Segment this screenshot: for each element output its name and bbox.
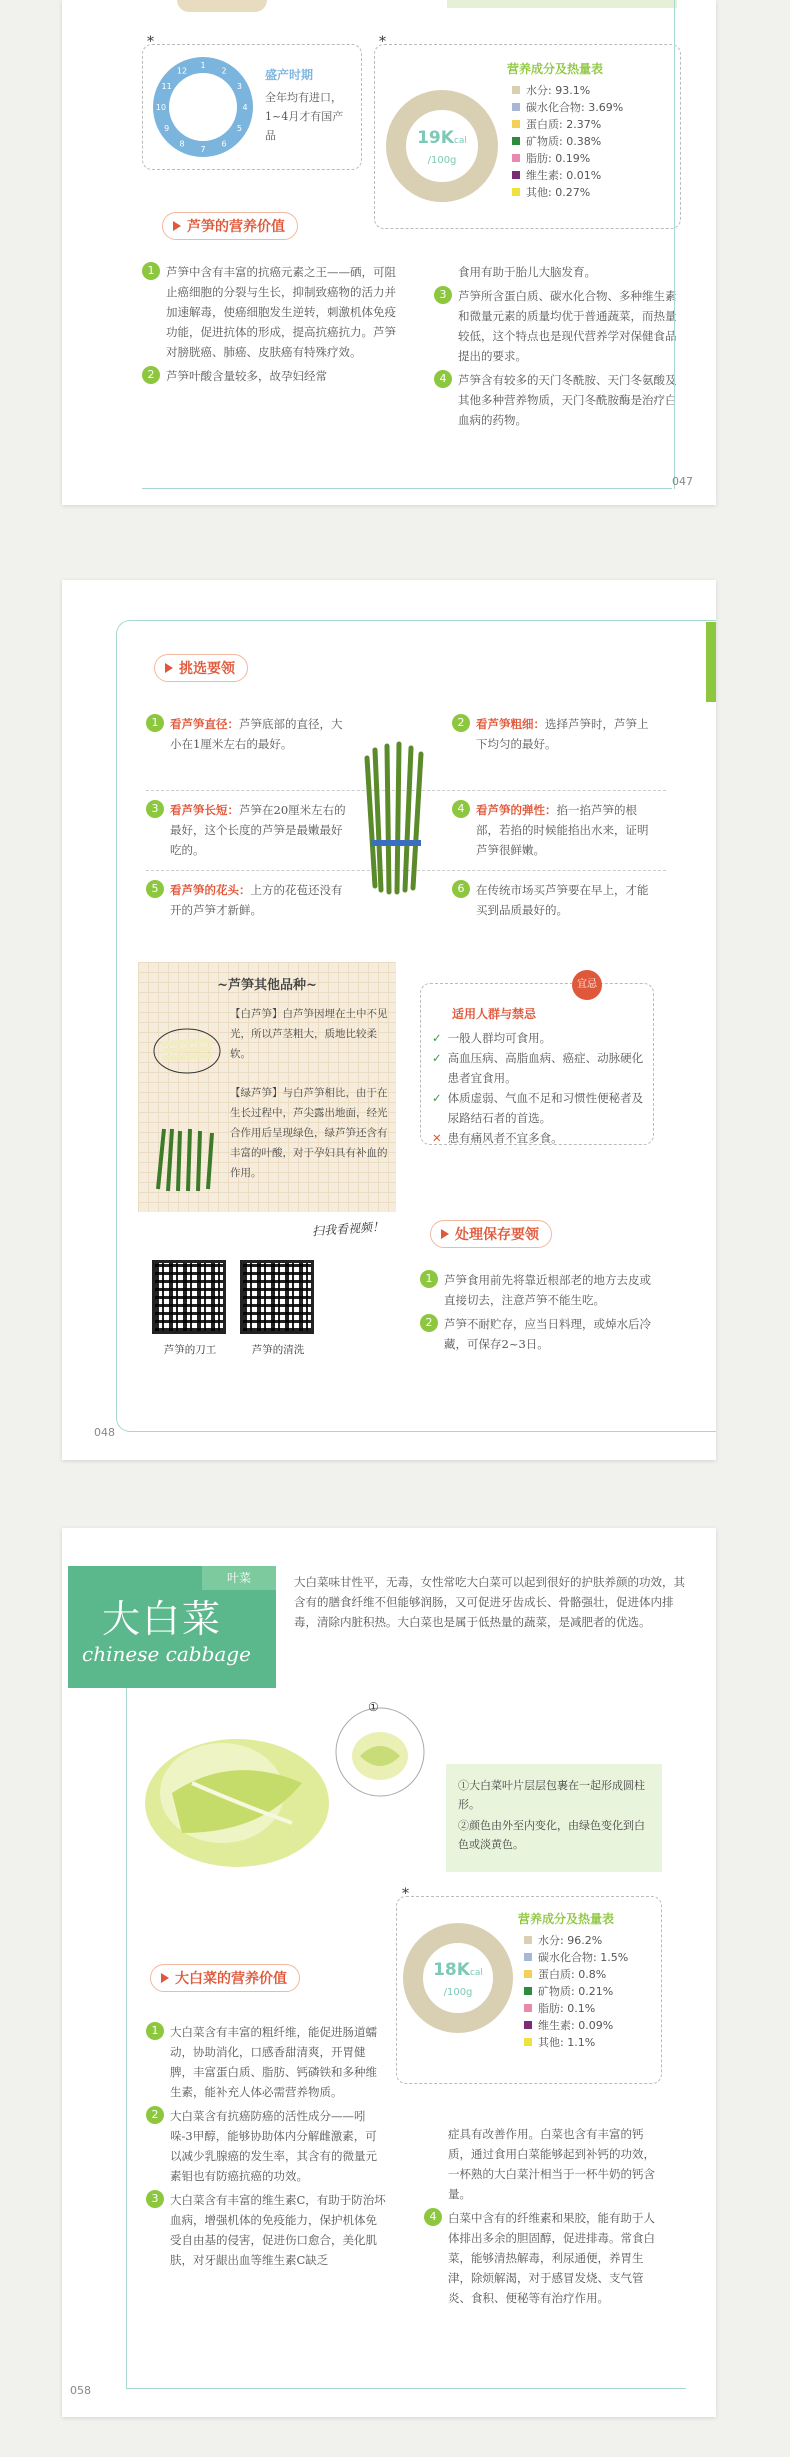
varieties-title: ~芦笋其他品种~ <box>217 978 317 993</box>
nutrient-label: 蛋白质: 2.37% <box>526 118 602 131</box>
nutrition-title: 营养成分及热量表 <box>507 62 604 76</box>
nutrient-row <box>524 2034 628 2051</box>
tip-body: 芦笋在20厘米左右的最好，这个长度的芦笋是最嫩最好吃的。 <box>170 803 346 857</box>
asterisk-icon: * <box>379 34 386 50</box>
right-column <box>424 2124 664 2312</box>
list-item <box>424 2124 664 2204</box>
suitable-item <box>432 1048 644 1088</box>
tip-number: 3 <box>146 800 164 818</box>
vegetable-english: chinese cabbage <box>82 1642 251 1666</box>
item-text: 食用有助于胎儿大脑发育。 <box>458 265 596 279</box>
tip-number: 5 <box>146 880 164 898</box>
item-text: 芦笋中含有丰富的抗癌元素之王——硒，可阻止癌细胞的分裂与生长，抑制致癌物的活力并加速解毒，使癌细胞发生逆转，刺激机体免疫功能，促进抗体的形成，提高抗癌抗力。芦笋对膀胱癌、肺癌、皮肤癌有特殊疗效。 <box>166 265 396 359</box>
cabbage-cross-section <box>334 1706 426 1798</box>
suitable-text: 患有痛风者不宜多食。 <box>447 1131 563 1145</box>
vegetable-title: 大白菜 <box>102 1597 223 1641</box>
swatch <box>524 1936 532 1944</box>
page-048 <box>62 580 716 1460</box>
nutrient-label: 脂肪: 0.1% <box>538 2002 596 2015</box>
side-line <box>126 1688 127 2388</box>
tip-row <box>452 800 652 860</box>
swatch <box>512 120 520 128</box>
note-2: ②颜色由外至内变化，由绿色变化到白色或淡黄色。 <box>458 1819 645 1851</box>
nutrient-row <box>512 116 623 133</box>
month-label: 8 <box>179 139 185 149</box>
storage-list <box>420 1270 652 1358</box>
item-text: 芦笋食用前先将靠近根部老的地方去皮或直接切去，注意芦笋不能生吃。 <box>444 1273 651 1307</box>
select-title-bar: 挑选要领 <box>154 654 248 682</box>
suitable-list <box>432 1028 644 1148</box>
nutrient-label: 其他: 1.1% <box>538 2036 596 2049</box>
tip-row <box>146 880 346 920</box>
tip-number: 1 <box>146 714 164 732</box>
nutrient-row <box>512 99 623 116</box>
swatch <box>512 103 520 111</box>
page-047 <box>62 0 716 505</box>
tip-text <box>476 800 652 860</box>
tip-2 <box>452 714 652 758</box>
item-text: 症具有改善作用。白菜也含有丰富的钙质，通过食用白菜能够起到补钙的功效，一杯熟的大白菜汁相当于一杯牛奶的钙含量。 <box>448 2127 655 2201</box>
left-column <box>142 262 402 390</box>
qr-label: 芦笋的清洗 <box>251 1344 305 1356</box>
nutrient-label: 矿物质: 0.38% <box>526 135 602 148</box>
tip-body: 选择芦笋时，芦笋上下均匀的最好。 <box>476 717 649 751</box>
nutrient-label: 蛋白质: 0.8% <box>538 1968 607 1981</box>
item-number: 2 <box>146 2106 164 2124</box>
calorie-unit: cal <box>469 1968 483 1978</box>
nutrient-label: 矿物质: 0.21% <box>538 1985 614 1998</box>
page-number: 058 <box>70 2384 91 2397</box>
tip-body: 在传统市场买芦笋要在早上，才能买到品质最好的。 <box>476 883 649 917</box>
tip-3 <box>146 800 346 864</box>
month-label: 10 <box>155 103 167 112</box>
item-number: 1 <box>146 2022 164 2040</box>
section-title-bar: 大白菜的营养价值 <box>150 1964 300 1992</box>
tip-text <box>170 714 346 754</box>
swatch <box>524 1987 532 1995</box>
tip-text <box>170 800 346 860</box>
item-number: 2 <box>142 366 160 384</box>
swatch <box>512 137 520 145</box>
white-asparagus-image <box>152 1026 222 1076</box>
item-text: 芦笋不耐贮存，应当日料理，或焯水后冷藏，可保存2~3日。 <box>444 1317 651 1351</box>
season-title: 盛产时期 <box>265 68 314 82</box>
item-text: 白菜中含有的纤维素和果胶，能有助于人体排出多余的胆固醇，促进排毒。常食白菜，能够清热解毒，利尿通便，养胃生津，除烦解渴，对于感冒发烧、支气管炎、食积、便秘等有治疗作用。 <box>448 2211 655 2305</box>
green-tab <box>706 622 716 702</box>
tip-number: 6 <box>452 880 470 898</box>
swatch <box>524 2038 532 2046</box>
cross-icon: ✕ <box>432 1131 442 1145</box>
calorie-value: 18K <box>433 1960 470 1980</box>
swatch <box>524 1970 532 1978</box>
nutrient-label: 其他: 0.27% <box>526 186 591 199</box>
swatch <box>512 188 520 196</box>
calorie-per: /100g <box>427 155 457 166</box>
suitable-text: 体质虚弱、气血不足和习惯性便秘者及尿路结石者的首选。 <box>447 1091 644 1125</box>
item-number: 4 <box>434 370 452 388</box>
calorie-label <box>426 1960 490 1999</box>
nutrient-label: 维生素: 0.01% <box>526 169 602 182</box>
swatch <box>512 154 520 162</box>
swatch <box>524 2021 532 2029</box>
category-tab: 叶菜 <box>202 1566 276 1590</box>
item-number: 3 <box>434 286 452 304</box>
tip-row <box>452 714 652 754</box>
tip-key: 看芦笋的弹性： <box>476 803 557 817</box>
item-text: 大白菜含有丰富的维生素C，有助于防治坏血病，增强机体的免疫能力，保护机体免受自由基的侵害，促进伤口愈合，美化肌肤，对牙龈出血等维生素C缺乏 <box>170 2193 386 2267</box>
list-item <box>142 366 402 386</box>
tip-4 <box>452 800 652 864</box>
page-number: 048 <box>94 1426 115 1439</box>
month-label: 1 <box>200 61 206 70</box>
nutrient-row <box>524 1932 628 1949</box>
swatch <box>524 2004 532 2012</box>
white-asparagus-text: 【白芦笋】白芦笋因埋在土中不见光，所以芦茎粗大，质地比较柔软。 <box>230 1008 388 1060</box>
month-label: 2 <box>221 66 227 76</box>
list-item <box>424 2208 664 2308</box>
note-1: ①大白菜叶片层层包裹在一起形成圆柱形。 <box>458 1779 645 1811</box>
item-number: 4 <box>424 2208 442 2226</box>
list-item <box>146 2106 386 2186</box>
list-item <box>434 262 684 282</box>
asparagus-bundle-image <box>347 740 447 900</box>
qr-label: 芦笋的刀工 <box>163 1344 217 1356</box>
nutrient-row <box>524 1966 628 1983</box>
month-label: 9 <box>164 124 170 133</box>
suitable-title: 适用人群与禁忌 <box>452 1007 537 1021</box>
nutrient-label: 维生素: 0.09% <box>538 2019 614 2032</box>
nutrient-label: 水分: 93.1% <box>526 84 591 97</box>
check-icon: ✓ <box>432 1031 442 1045</box>
asterisk-icon: * <box>147 34 154 50</box>
list-item <box>146 2190 386 2270</box>
asterisk-icon: * <box>402 1886 409 1902</box>
tip-key: 看芦笋直径： <box>170 717 239 731</box>
storage-item <box>420 1270 652 1310</box>
page-number: 047 <box>672 475 693 488</box>
nutrition-title: 营养成分及热量表 <box>518 1912 615 1926</box>
nutrient-row <box>512 82 623 99</box>
item-text: 芦笋叶酸含量较多，故孕妇经常 <box>166 369 327 383</box>
item-text: 大白菜含有抗癌防癌的活性成分——吲哚-3甲醇，能够协助体内分解雌激素，可以减少乳腺癌的发生率，其含有的微量元素钼也有防癌抗癌的功效。 <box>170 2109 377 2183</box>
calorie-per: /100g <box>443 1987 473 1998</box>
tip-1 <box>146 714 346 758</box>
suitable-item <box>432 1128 644 1148</box>
month-label: 3 <box>236 82 242 91</box>
nutrient-row <box>524 2017 628 2034</box>
side-line <box>674 0 675 489</box>
tip-body: 上方的花苞还没有开的芦笋才新鲜。 <box>170 883 343 917</box>
green-asparagus-text: 【绿芦笋】与白芦笋相比，由于在生长过程中，芦尖露出地面，经光合作用后呈现绿色，绿芦笋还含有丰富的叶酸，对于孕妇具有补血的作用。 <box>230 1087 388 1179</box>
nutrient-legend <box>512 82 623 201</box>
scan-text: 扫我看视频！ <box>311 1219 385 1239</box>
suitable-item <box>432 1028 644 1048</box>
tip-number: 4 <box>452 800 470 818</box>
cabbage-image <box>142 1723 332 1873</box>
tip-key: 看芦笋的花头： <box>170 883 251 897</box>
nutrient-row <box>512 150 623 167</box>
check-icon: ✓ <box>432 1051 442 1065</box>
calorie-label <box>410 128 474 167</box>
swatch <box>512 171 520 179</box>
calorie-unit: cal <box>453 136 467 146</box>
nutrient-row <box>524 1983 628 2000</box>
right-column <box>434 262 684 434</box>
item-text: 芦笋含有较多的天门冬酰胺、天门冬氨酸及其他多种营养物质，天门冬酰胺酶是治疗白血病的药物。 <box>458 373 677 427</box>
tip-key: 看芦笋长短： <box>170 803 239 817</box>
month-label: 12 <box>176 66 188 76</box>
month-label: 11 <box>161 82 172 91</box>
nutrient-row <box>512 167 623 184</box>
list-item <box>434 286 684 366</box>
intro-text: 大白菜味甘性平，无毒，女性常吃大白菜可以起到很好的护肤养颜的功效，其含有的膳食纤维不但能够润肠，又可促进牙齿成长、骨骼强壮，促进体内排毒，清除内脏积热。大白菜也是属于低热量的蔬菜，是减肥者的优选。 <box>294 1575 685 1629</box>
tip-5 <box>146 880 346 924</box>
nutrient-label: 水分: 96.2% <box>538 1934 603 1947</box>
tip-body: 芦笋底部的直径，大小在1厘米左右的最好。 <box>170 717 343 751</box>
storage-title-bar: 处理保存要领 <box>430 1220 552 1248</box>
qr-code-cutting[interactable] <box>152 1260 226 1334</box>
suitable-text: 一般人群均可食用。 <box>447 1031 552 1045</box>
qr-code-washing[interactable] <box>240 1260 314 1334</box>
callout-number: ① <box>368 1700 379 1714</box>
nutrient-row <box>512 184 623 201</box>
nutrient-row <box>512 133 623 150</box>
suitable-badge: 宜忌 <box>572 970 602 1000</box>
storage-item <box>420 1314 652 1354</box>
item-text: 大白菜含有丰富的粗纤维，能促进肠道蠕动，协助消化，口感香甜清爽，开胃健脾，丰富蛋白质、脂肪、钙磷铁和多种维生素，能补充人体必需营养物质。 <box>170 2025 377 2099</box>
tip-text <box>170 880 346 920</box>
nutrient-row <box>524 2000 628 2017</box>
month-wheel <box>150 54 256 160</box>
tip-6 <box>452 880 652 924</box>
suitable-item <box>432 1088 644 1128</box>
item-number: 2 <box>420 1314 438 1332</box>
swatch <box>524 1953 532 1961</box>
list-item <box>146 2022 386 2102</box>
tip-row <box>452 880 652 920</box>
nutrient-label: 碳水化合物: 3.69% <box>526 101 624 114</box>
top-cutoff-box <box>447 0 677 8</box>
green-asparagus-image <box>150 1125 222 1195</box>
list-item <box>434 370 684 430</box>
calorie-value: 19K <box>417 128 454 148</box>
tip-text <box>476 714 652 754</box>
month-label: 5 <box>236 124 242 133</box>
footer-line <box>142 488 672 489</box>
tip-row <box>146 800 346 860</box>
suitable-text: 高血压病、高脂血病、癌症、动脉硬化患者宜食用。 <box>447 1051 644 1085</box>
month-label: 6 <box>221 139 227 149</box>
check-icon: ✓ <box>432 1091 442 1105</box>
item-text: 芦笋所含蛋白质、碳水化合物、多种维生素和微量元素的质量均优于普通蔬菜，而热量较低，这个特点也是现代营养学对保健食品提出的要求。 <box>458 289 677 363</box>
tip-key: 看芦笋粗细： <box>476 717 545 731</box>
top-cutoff-image <box>177 0 267 12</box>
nutrient-label: 脂肪: 0.19% <box>526 152 591 165</box>
list-item <box>142 262 402 362</box>
nutrient-row <box>524 1949 628 1966</box>
tip-body: 掐一掐芦笋的根部，若掐的时候能掐出水来，证明芦笋很鲜嫩。 <box>476 803 649 857</box>
season-text: 全年均有进口，1~4月才有国产品 <box>265 91 344 142</box>
left-column <box>146 2022 386 2274</box>
section-title-bar: 芦笋的营养价值 <box>162 212 298 240</box>
month-label: 4 <box>242 103 248 112</box>
nutrient-legend <box>524 1932 628 2051</box>
item-number: 1 <box>142 262 160 280</box>
footer-line <box>126 2388 686 2389</box>
tip-number: 2 <box>452 714 470 732</box>
month-label: 7 <box>200 145 206 154</box>
nutrient-label: 碳水化合物: 1.5% <box>538 1951 629 1964</box>
tip-row <box>146 714 346 754</box>
page-058 <box>62 1528 716 2417</box>
item-number: 1 <box>420 1270 438 1288</box>
item-number: 3 <box>146 2190 164 2208</box>
swatch <box>512 86 520 94</box>
